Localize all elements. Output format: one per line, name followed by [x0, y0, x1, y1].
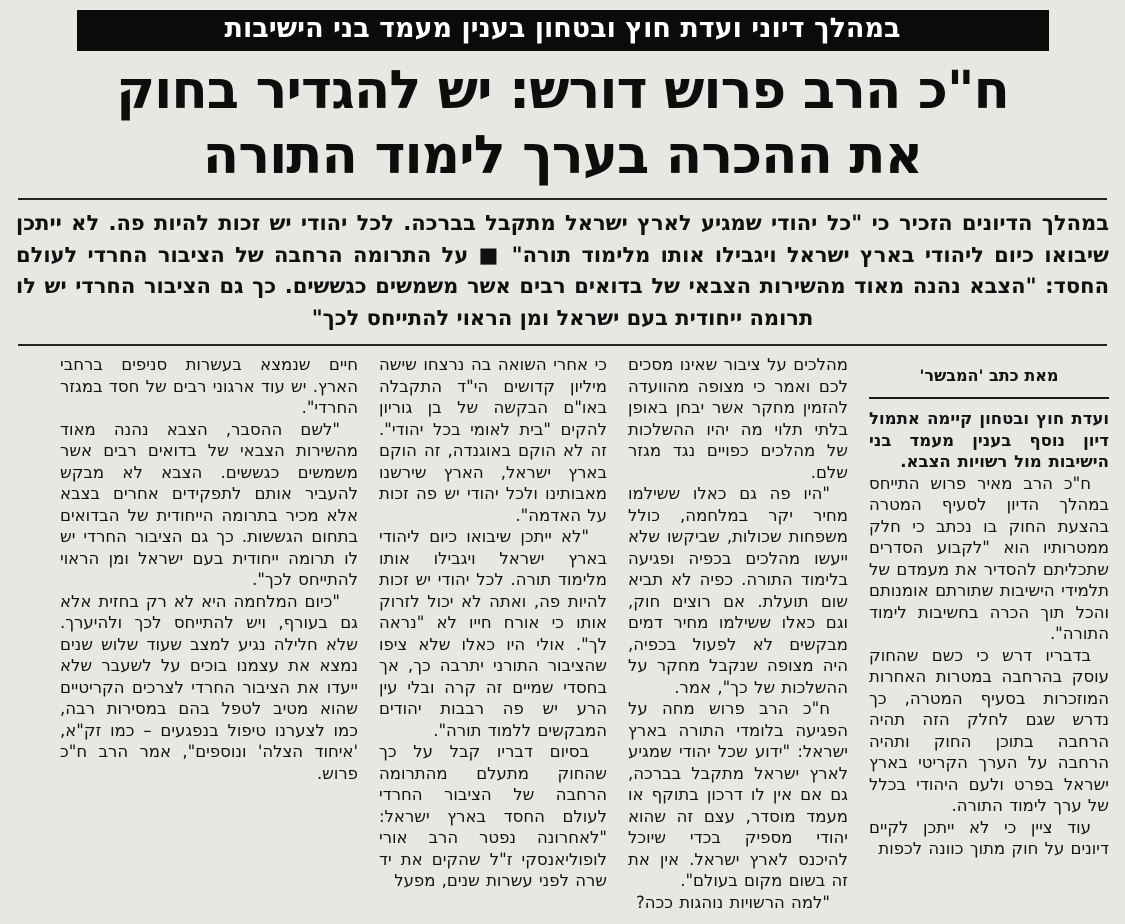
kicker-banner	[77, 10, 1049, 51]
column-3-paragraphs	[379, 354, 607, 892]
article-paragraph: ח"כ הרב מאיר פרוש התייחס במהלך הדיון לסעיף המטרה בהצעת החוק בו נכתב כי חלק ממטרותיו הוא "לקבוע הסדרים שתכליתם להסדיר את מעמדם של תלמידי הישיבות שתורתם אומנותם והכל תוך הכרה בחשיבות לימוד התורה".	[869, 473, 1109, 644]
article-paragraph: "היו פה גם כאלו ששילמו מחיר יקר במלחמה, כולל משפחות שכולות, שביקשו שלא ייעשו מהלכים בכפיה ופגיעה בלימוד התורה. כפיה לא תביא שום תועלת. אם רוצים חוק, וגם כאלו ששילמו מחיר דמים מבקשים לא לפעול בכפיה, היה מצופה שנקבל מחקר על ההשלכות של כך", אמר.	[628, 484, 848, 697]
article-headline	[10, 59, 1115, 188]
body-column-3	[379, 354, 607, 892]
article-paragraph: "למה הרשויות נוהגות ככה?	[635, 892, 830, 912]
byline: מאת כתב 'המבשר'	[869, 354, 1109, 399]
body-column-4	[60, 354, 358, 784]
column-1-paragraphs	[869, 408, 1109, 860]
kicker-text: במהלך דיוני ועדת חוץ ובטחון בענין מעמד בני הישיבות	[224, 13, 901, 44]
article-subhead: במהלך הדיונים הזכיר כי "כל יהודי שמגיע לארץ ישראל מתקבל בברכה. לכל יהודי יש זכות להיות פה. לא ייתכן שיבואו כיום ליהודי בארץ ישראל ויגבילו אותו מלימוד תורה" ■ על התרומה הרחבה של הציבור החרדי לעולם החסד: "הצבא נהנה מאוד מהשירות הצבאי של בדואים רבים אשר משמשים כגששים. כך גם הציבור החרדי יש לו תרומה ייחודית בעם ישראל ומן הראוי להתייחס לכך"	[16, 211, 1109, 330]
body-column-2	[628, 354, 848, 913]
body-column-1	[869, 354, 1109, 860]
article-paragraph: כי אחרי השואה בה נרצחו שישה מיליון קדושים הי"ד התקבלה באו"ם הבקשה של בן גוריון להקים "בית לאומי בכל יהודי". זה לא הוקם באוגנדה, זה הוקם בארץ ישראל, הארץ שירשנו מאבותינו ולכל יהודי יש פה זכות על האדמה".	[379, 355, 607, 525]
article-paragraph: מהלכים על ציבור שאינו מסכים לכם ואמר כי מצופה מהוועדה להזמין מחקר אשר יבחן באופן בלתי תלוי מה יהיו ההשלכות של מהלכים כפויים נגד מגזר שלם.	[628, 355, 848, 482]
headline-line-1: ח"כ הרב פרוש דורש: יש להגדיר בחוק	[116, 60, 1009, 121]
article-paragraph: "לשם ההסבר, הצבא נהנה מאוד מהשירות הצבאי של בדואים רבים אשר משמשים כגששים. הצבא לא מבקש להעביר אותם לתפקידים אחרים בצבא אלא מכיר בתרומה הייחודית של הבדואים בתחום הגששות. כך גם הציבור החרדי יש לו תרומה ייחודית בעם ישראל ומן הראוי להתייחס לכך".	[60, 419, 358, 590]
column-2-paragraphs	[628, 354, 848, 913]
article-paragraph: עוד ציין כי לא ייתכן לקיים דיונים על חוק מתוך כוונה לכפות	[869, 817, 1109, 859]
article-paragraph: בדבריו דרש כי כשם שהחוק עוסק בהרחבה במטרות האחרות המוזכרות בסעיף המטרה, כך נדרש שגם לחלק הזה תהיה הרחבה בתוכן החוק ותהיה הרחבה על הערך הקריטי בארץ ישראל בפרט ולעם היהודי בכלל של ערך לימוד התורה.	[869, 645, 1109, 816]
headline-line-2: את ההכרה בערך לימוד התורה	[202, 124, 923, 186]
article-paragraph: ח"כ הרב פרוש מחה על הפגיעה בלומדי התורה בארץ ישראל: "ידוע שכל יהודי שמגיע לארץ ישראל מתקבל בברכה, גם אם אין לו דרכון בתוקף או מעמד מוסדר, עצם זה שהוא יהודי מספיק בכדי שיוכל להיכנס לארץ ישראל. אין את זה בשום מקום בעולם".	[628, 699, 848, 891]
article-paragraph: חיים שנמצא בעשרות סניפים ברחבי הארץ. יש עוד ארגוני רבים של חסד במגזר החרדי".	[60, 355, 358, 418]
article-paragraph: "לא ייתכן שיבואו כיום ליהודי בארץ ישראל ויגבילו אותו מלימוד תורה. לכל יהודי יש זכות להיות פה, ואתה לא יכול לזרוק אותו כי אורח חייו לא "נראה לך". אולי היו כאלו שלא ציפו שהציבור התורני יתרבה כך, אך בחסדי שמיים זה קרה ובלי עין הרע יש פה רבבות יהודים המבקשים ללמוד תורה".	[379, 527, 607, 740]
article-body	[0, 346, 1125, 913]
article-paragraph: "כיום המלחמה היא לא רק בחזית אלא גם בעורף, ויש להתייחס לכך ולהיערך. שלא חלילה נגיע למצב שעוד שלוש שנים נמצא את עצמנו בוכים על לשעבר שלא ייעדו את הציבור החרדי לצרכים הקריטיים שהוא מטיב לטפל בהם במסירות רבה, כמו לצערנו טיפול בנפגעים – כמו זק"א, 'איחוד הצלה' ונוספים", אמר הרב ח"כ פרוש.	[60, 591, 358, 783]
article-paragraph: בסיום דבריו קבל על כך שהחוק מתעלם מהתרומה הרחבה של הציבור החרדי לעולם החסד בארץ ישראל: "לאחרונה נפטר הרב אורי לופוליאנסקי ז"ל שהקים את יד שרה לפני עשרות שנים, מפעל	[379, 742, 607, 891]
column-4-paragraphs	[60, 354, 358, 784]
article-paragraph: ועדת חוץ ובטחון קיימה אתמול דיון נוסף בענין מעמד בני הישיבות מול רשויות הצבא.	[869, 409, 1109, 472]
